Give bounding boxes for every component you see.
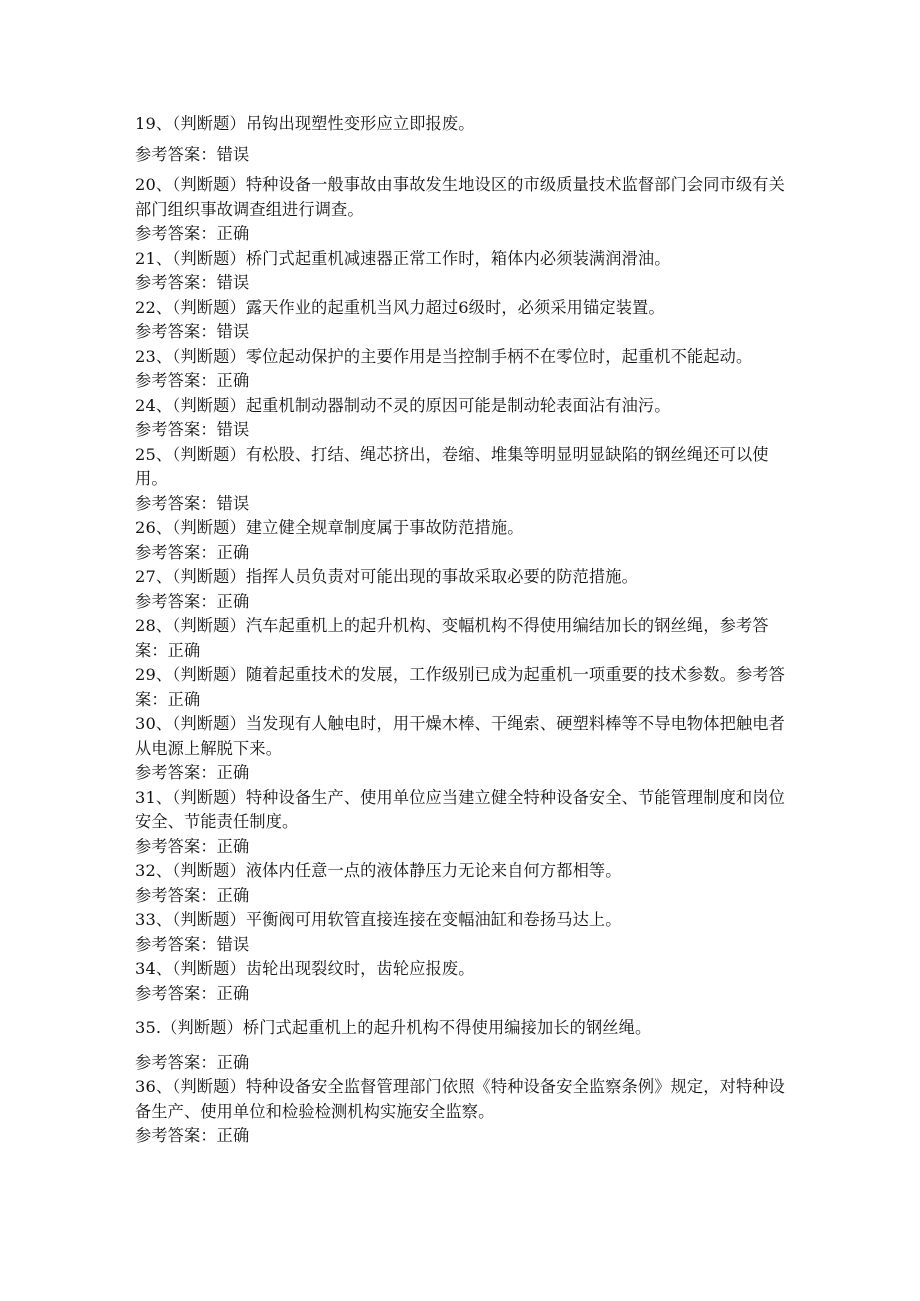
question-item-32 bbox=[135, 859, 785, 908]
question-text: 30、（判断题）当发现有人触电时，用干燥木棒、干绳索、硬塑料棒等不导电物体把触电者从电源上解脱下来。 bbox=[135, 714, 785, 758]
answer-text: 参考答案：正确 bbox=[135, 224, 250, 243]
question-text: 25、（判断题）有松股、打结、绳芯挤出，卷缩、堆集等明显明显缺陷的钢丝绳还可以使用。 bbox=[135, 444, 769, 488]
question-item-19 bbox=[135, 112, 785, 173]
answer-text: 参考答案：正确 bbox=[135, 591, 250, 611]
answer-text: 参考答案：正确 bbox=[135, 836, 250, 856]
question-text: 26、（判断题）建立健全规章制度属于事故防范措施。 bbox=[135, 518, 524, 537]
question-item-34 bbox=[135, 957, 785, 1016]
question-text: 21、（判断题）桥门式起重机减速器正常工作时，箱体内必须装满润滑油。 bbox=[135, 248, 671, 268]
answer-text: 参考答案：错误 bbox=[135, 493, 250, 513]
answer-text: 参考答案：正确 bbox=[135, 885, 250, 905]
answer-text: 参考答案：正确 bbox=[135, 542, 250, 562]
answer-text: 参考答案：错误 bbox=[135, 934, 250, 954]
question-item-26 bbox=[135, 516, 785, 565]
question-text: 32、（判断题）液体内任意一点的液体静压力无论来自何方都相等。 bbox=[135, 861, 622, 880]
answer-text: 参考答案：错误 bbox=[135, 420, 250, 439]
question-text: 28、（判断题）汽车起重机上的起升机构、变幅机构不得使用编结加长的钢丝绳，参考答案：正确 bbox=[135, 616, 769, 660]
question-item-36 bbox=[135, 1075, 785, 1149]
question-text: 27、（判断题）指挥人员负责对可能出现的事故采取必要的防范措施。 bbox=[135, 567, 638, 586]
question-item-28 bbox=[135, 614, 785, 663]
question-item-31 bbox=[135, 786, 785, 860]
question-item-35 bbox=[135, 1016, 785, 1075]
answer-text: 参考答案：错误 bbox=[135, 322, 250, 341]
question-item-20 bbox=[135, 173, 785, 247]
answer-text: 参考答案：正确 bbox=[135, 1052, 250, 1072]
question-item-25 bbox=[135, 443, 785, 517]
answer-text: 参考答案：正确 bbox=[135, 983, 250, 1003]
answer-text: 参考答案：正确 bbox=[135, 371, 250, 390]
question-item-23 bbox=[135, 345, 785, 394]
answer-text: 参考答案：错误 bbox=[135, 144, 250, 164]
question-item-24 bbox=[135, 394, 785, 443]
question-text: 20、（判断题）特种设备一般事故由事故发生地设区的市级质量技术监督部门会同市级有关部门组织事故调查组进行调查。 bbox=[135, 175, 785, 219]
question-item-33 bbox=[135, 908, 785, 957]
question-text: 24、（判断题）起重机制动器制动不灵的原因可能是制动轮表面沾有油污。 bbox=[135, 395, 671, 415]
question-text: 31、（判断题）特种设备生产、使用单位应当建立健全特种设备安全、节能管理制度和岗位安全、节能责任制度。 bbox=[135, 787, 785, 831]
question-text: 34、（判断题）齿轮出现裂纹时，齿轮应报废。 bbox=[135, 959, 475, 978]
question-list bbox=[135, 112, 785, 1149]
answer-text: 参考答案：正确 bbox=[135, 1126, 250, 1145]
answer-text: 参考答案：错误 bbox=[135, 273, 250, 292]
question-text: 36、（判断题）特种设备安全监督管理部门依照《特种设备安全监察条例》规定，对特种设备生产、使用单位和检验检测机构实施安全监察。 bbox=[135, 1077, 785, 1121]
answer-text: 参考答案：正确 bbox=[135, 763, 250, 782]
question-item-30 bbox=[135, 712, 785, 786]
question-item-21 bbox=[135, 247, 785, 296]
question-text: 33、（判断题）平衡阀可用软管直接连接在变幅油缸和卷扬马达上。 bbox=[135, 910, 622, 929]
question-text: 35.（判断题）桥门式起重机上的起升机构不得使用编接加长的钢丝绳。 bbox=[135, 1018, 652, 1037]
question-text: 22、（判断题）露天作业的起重机当风力超过6级时，必须采用锚定装置。 bbox=[135, 297, 665, 317]
question-item-27 bbox=[135, 565, 785, 614]
question-item-29 bbox=[135, 663, 785, 712]
question-text: 29、（判断题）随着起重技术的发展，工作级别已成为起重机一项重要的技术参数。参考答案：正确 bbox=[135, 665, 785, 709]
question-text: 23、（判断题）零位起动保护的主要作用是当控制手柄不在零位时，起重机不能起动。 bbox=[135, 346, 753, 366]
question-item-22 bbox=[135, 296, 785, 345]
question-text: 19、（判断题）吊钩出现塑性变形应立即报废。 bbox=[135, 114, 475, 133]
